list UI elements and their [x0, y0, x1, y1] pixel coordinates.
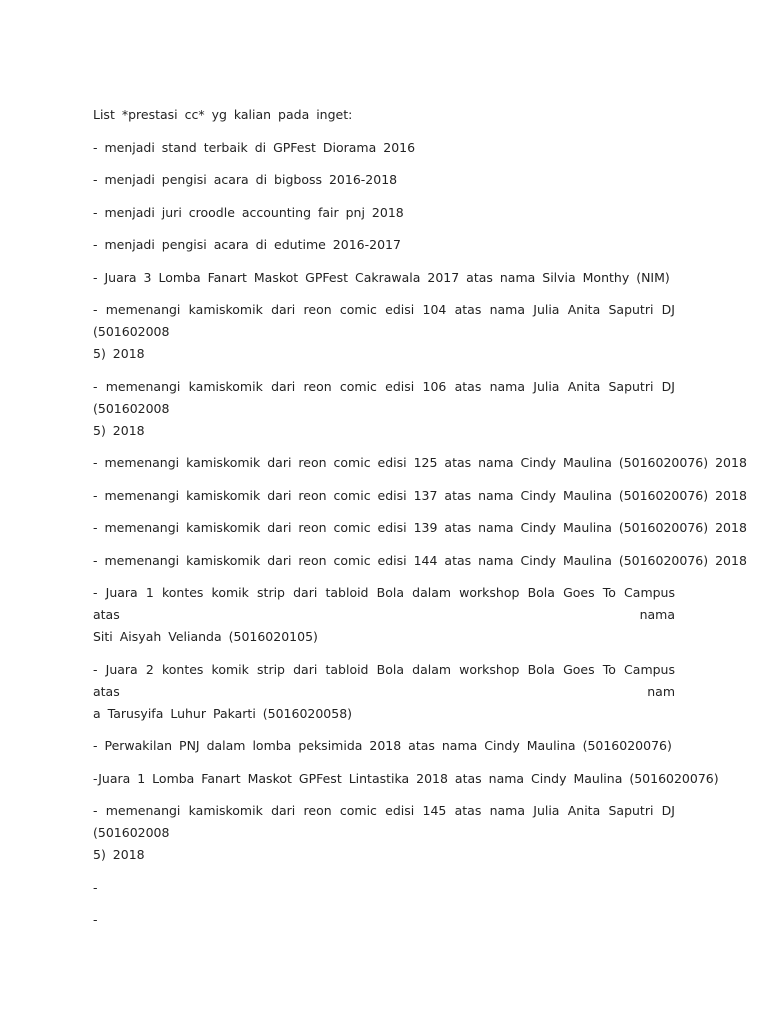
list-item-line: a Tarusyifa Luhur Pakarti (5016020058) — [93, 705, 353, 721]
list-heading: List *prestasi cc* yg kalian pada inget: — [93, 107, 353, 122]
list-item — [93, 234, 675, 256]
list-item — [93, 137, 675, 159]
list-item-line: - Perwakilan PNJ dalam lomba peksimida 2018 atas nama Cindy Maulina (5016020076) — [93, 738, 672, 753]
list-item-line: - memenangi kamiskomik dari reon comic edisi 106 atas nama Julia Anita Saputri DJ (501602008 — [93, 378, 675, 416]
list-item — [93, 452, 747, 474]
list-item — [93, 877, 675, 899]
list-item-line: - memenangi kamiskomik dari reon comic edisi 145 atas nama Julia Anita Saputri DJ (501602008 — [93, 803, 675, 840]
list-item-line: - memenangi kamiskomik dari reon comic edisi 125 atas nama Cindy Maulina (5016020076) 2018 — [93, 455, 747, 470]
list-item-line: 5) 2018 — [93, 346, 145, 361]
list-item-line: - Juara 1 kontes komik strip dari tabloid Bola dalam workshop Bola Goes To Campus atas nama — [93, 585, 675, 622]
list-item-line: -Juara 1 Lomba Fanart Maskot GPFest Lintastika 2018 atas nama Cindy Maulina (5016020076) — [93, 770, 719, 786]
list-item-line: Siti Aisyah Velianda (5016020105) — [93, 629, 318, 644]
document-page — [93, 104, 747, 942]
list-item-line: - memenangi kamiskomik dari reon comic edisi 144 atas nama Cindy Maulina (5016020076) 2018 — [93, 552, 747, 568]
list-item — [93, 800, 675, 866]
list-item-line: - menjadi pengisi acara di bigboss 2016-2018 — [93, 172, 398, 187]
list-item — [93, 485, 747, 507]
list-item-line: - menjadi stand terbaik di GPFest Diorama 2016 — [93, 139, 416, 155]
list-item — [93, 376, 675, 442]
list-item-line: - Juara 2 kontes komik strip dari tabloid Bola dalam workshop Bola Goes To Campus atas nam — [93, 661, 675, 699]
list-item-line: 5) 2018 — [93, 422, 145, 438]
list-item — [93, 582, 675, 648]
list-item-line: - — [93, 879, 98, 895]
list-item — [93, 550, 747, 572]
list-item — [93, 517, 747, 539]
list-item-line: - Juara 3 Lomba Fanart Maskot GPFest Cakrawala 2017 atas nama Silvia Monthy (NIM) — [93, 269, 670, 285]
list-item — [93, 299, 675, 365]
list-item — [93, 768, 719, 790]
list-item-line: - memenangi kamiskomik dari reon comic edisi 139 atas nama Cindy Maulina (5016020076) 2018 — [93, 520, 747, 535]
list-item — [93, 735, 675, 757]
list-item-line: - memenangi kamiskomik dari reon comic edisi 137 atas nama Cindy Maulina (5016020076) 2018 — [93, 487, 747, 503]
list-item — [93, 659, 675, 725]
list-item — [93, 909, 675, 931]
list-item-line: - memenangi kamiskomik dari reon comic edisi 104 atas nama Julia Anita Saputri DJ (501602008 — [93, 302, 675, 339]
list-item-line: - menjadi pengisi acara di edutime 2016-2017 — [93, 237, 401, 252]
achievement-list — [93, 137, 747, 932]
list-item-line: 5) 2018 — [93, 847, 145, 862]
list-item — [93, 169, 675, 191]
list-item — [93, 267, 675, 289]
list-item-line: - — [93, 912, 98, 927]
list-item-line: - menjadi juri croodle accounting fair pnj 2018 — [93, 204, 404, 220]
list-item — [93, 202, 675, 224]
